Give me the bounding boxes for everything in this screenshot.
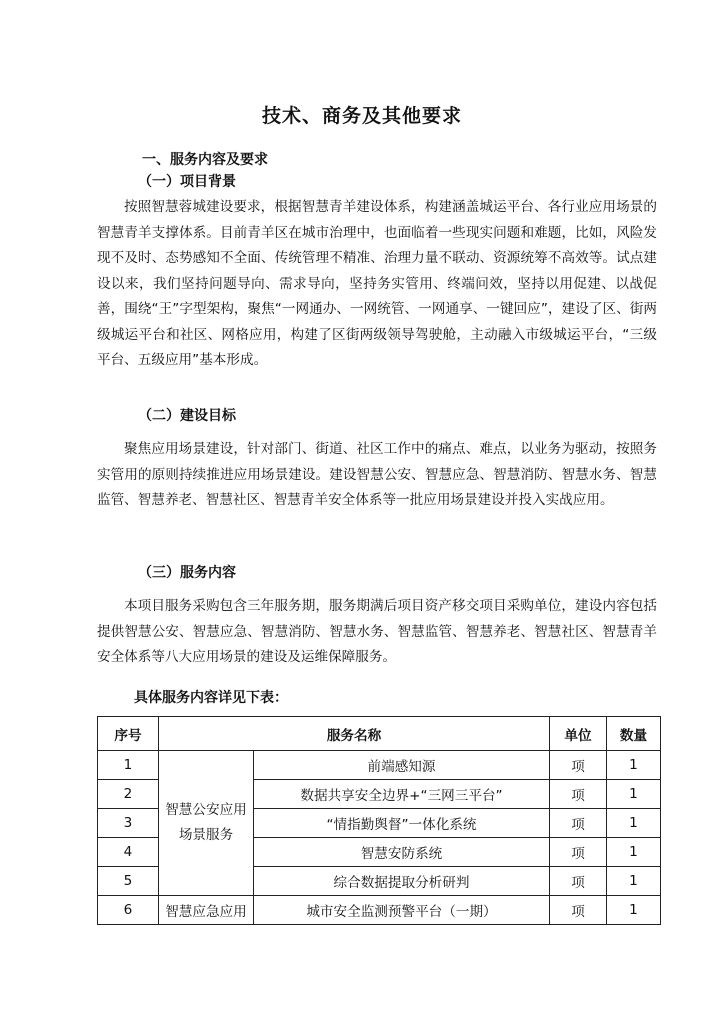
- cell-seq: 6: [98, 896, 159, 925]
- cell-unit: 项: [550, 896, 607, 925]
- cell-unit: 项: [550, 751, 607, 780]
- table-row: [98, 751, 661, 780]
- cell-qty: 1: [607, 780, 661, 809]
- cell-qty: 1: [607, 809, 661, 838]
- cell-seq: 2: [98, 780, 159, 809]
- header-service-name: 服务名称: [159, 717, 550, 751]
- subheading-service-content: （三）服务内容: [138, 565, 236, 581]
- cell-qty: 1: [607, 896, 661, 925]
- cell-unit: 项: [550, 780, 607, 809]
- group-label-line1: 智慧公安应用: [165, 802, 247, 818]
- cell-item: 前端感知源: [254, 751, 550, 780]
- table-row: [98, 896, 661, 925]
- service-table: [97, 716, 661, 925]
- cell-unit: 项: [550, 809, 607, 838]
- table-caption: 具体服务内容详见下表：: [134, 690, 288, 706]
- cell-seq: 1: [98, 751, 159, 780]
- paragraph-background: 按照智慧蓉城建设要求，根据智慧青羊建设体系，构建涵盖城运平台、各行业应用场景的智慧青羊支撑体系。目前青羊区在城市治理中，也面临着一些现实问题和难题，比如，风险发现不及时、态势感知不全面、传统管理不精准、治理力量不联动、资源统筹不高效等。试点建设以来，我们坚持问题导向、需求导向，坚持务实管用、终端问效，坚持以用促建、以战促善，围绕“王”字型架构，聚焦“一网通办、一网统管、一网通享、一键回应”，建设了区、街两级城运平台和社区、网格应用，构建了区街两级领导驾驶舱，主动融入市级城运平台，“三级平台、五级应用”基本形成。: [97, 199, 657, 368]
- header-seq: 序号: [98, 717, 159, 751]
- header-unit: 单位: [550, 717, 607, 751]
- cell-seq: 5: [98, 867, 159, 896]
- cell-group-police: [159, 751, 254, 896]
- cell-unit: 项: [550, 867, 607, 896]
- cell-item: 综合数据提取分析研判: [254, 867, 550, 896]
- cell-qty: 1: [607, 838, 661, 867]
- cell-item: 数据共享安全边界+“三网三平台”: [254, 780, 550, 809]
- document-title: 技术、商务及其他要求: [261, 105, 462, 127]
- cell-item: “情指勤舆督”一体化系统: [254, 809, 550, 838]
- subheading-background: （一）项目背景: [138, 174, 236, 190]
- section-heading-service: 一、服务内容及要求: [142, 152, 268, 168]
- paragraph-goals: 聚焦应用场景建设，针对部门、街道、社区工作中的痛点、难点，以业务为驱动，按照务实管用的原则持续推进应用场景建设。建设智慧公安、智慧应急、智慧消防、智慧水务、智慧监管、智慧养老、智慧社区、智慧青羊安全体系等一批应用场景建设并投入实战应用。: [97, 441, 657, 508]
- cell-group-emergency: 智慧应急应用: [159, 896, 254, 925]
- group-label-line2: 场景服务: [178, 827, 234, 843]
- header-qty: 数量: [607, 717, 661, 751]
- cell-item: 城市安全监测预警平台（一期）: [254, 896, 550, 925]
- subheading-goals: （二）建设目标: [138, 408, 236, 424]
- cell-item: 智慧安防系统: [254, 838, 550, 867]
- table-header-row: [98, 717, 661, 751]
- cell-unit: 项: [550, 838, 607, 867]
- cell-qty: 1: [607, 751, 661, 780]
- cell-qty: 1: [607, 867, 661, 896]
- paragraph-service-content: 本项目服务采购包含三年服务期，服务期满后项目资产移交项目采购单位，建设内容包括提供智慧公安、智慧应急、智慧消防、智慧水务、智慧监管、智慧养老、智慧社区、智慧青羊安全体系等八大应用场景的建设及运维保障服务。: [97, 598, 657, 665]
- cell-seq: 3: [98, 809, 159, 838]
- cell-seq: 4: [98, 838, 159, 867]
